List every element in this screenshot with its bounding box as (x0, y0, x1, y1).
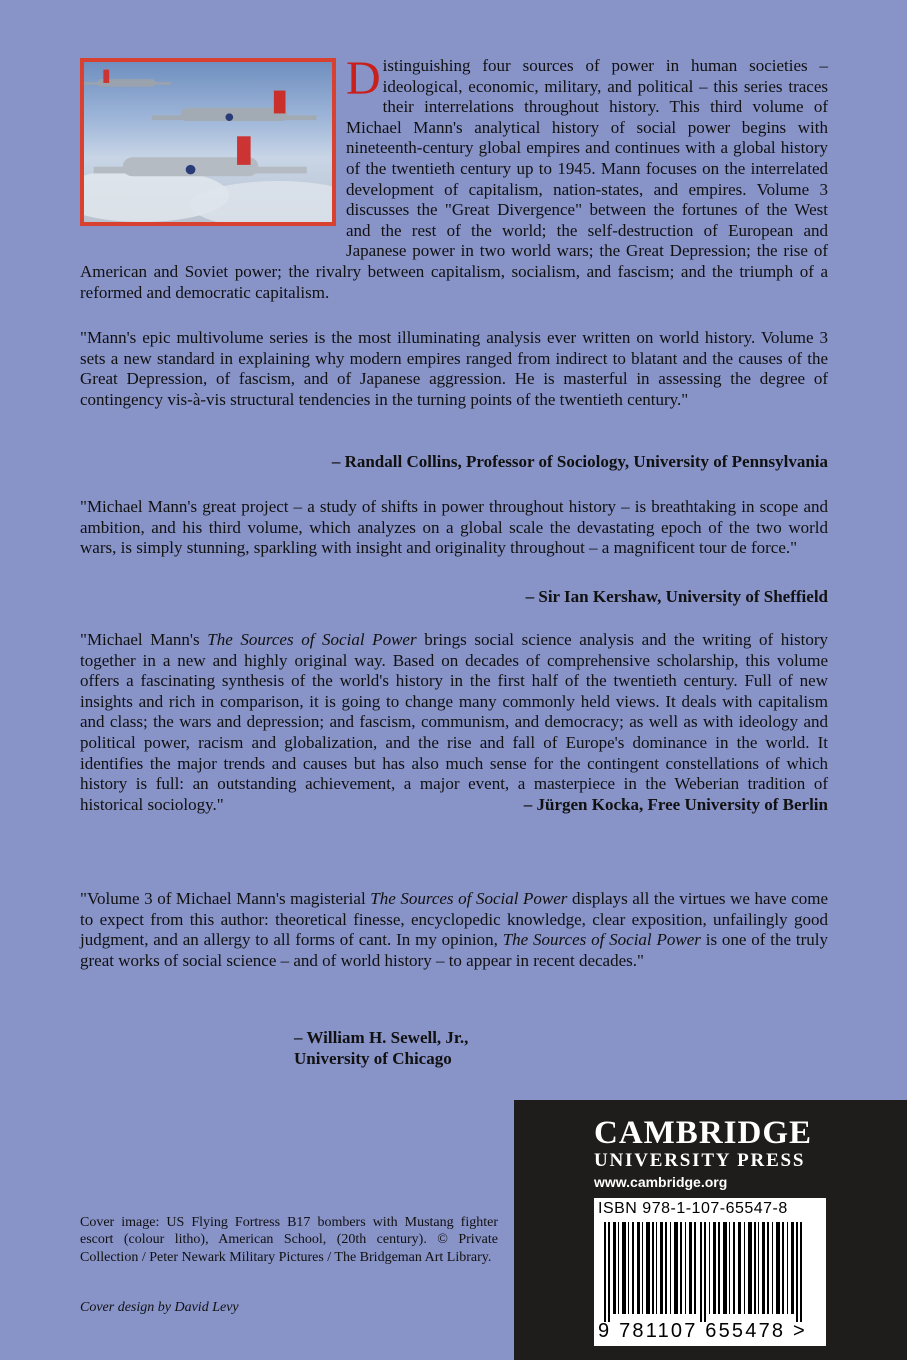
publisher-box (514, 1100, 907, 1360)
quote-text: brings social science analysis and the writing of history together in a new and highly original way. Based on decades of comprehensive scholarship, this volume offers a fascinating synthesis of the world's history in the first half of the twentieth century. Full of new insights and rich in comparison, it is going to change many commonly held views. It deals with capitalism and class; the wars and depression; and fascism, communism, and democracy; as well as with ideology and political power, racism and globalization, and the rise and fall of Europe's dominance in the world. It identifies the major trends and causes but has also much sense for the contingent constellations of which history is full: an outstanding achievement, a major event, a masterpiece in the Weberian tradition of historical sociology." (80, 630, 829, 814)
quote-text: "Volume 3 of Michael Mann's magisterial (80, 889, 371, 908)
publisher-url: www.cambridge.org (594, 1174, 728, 1190)
dropcap: D (346, 52, 381, 105)
quote-kershaw (80, 497, 828, 559)
cover-design-credit: Cover design by David Levy (80, 1300, 239, 1315)
publisher-name: CAMBRIDGE (594, 1115, 813, 1151)
isbn-label: ISBN 978-1-107-65547-8 (598, 1200, 788, 1217)
quote-text: "Mann's epic multivolume series is the most illuminating analysis ever written on world history. Volume 3 sets a new standard in explaining why modern empires ranged from indirect to blatant and the causes of the Great Depression, of fascism, and of Japanese aggression. He is masterful in assessing the degree of contingency vis-à-vis structural tendencies in the turning points of the twentieth century." (80, 328, 828, 409)
intro-text: istinguishing four sources of power in human societies – ideological, economic, military, and political – this series traces their interrelations throughout history. This third volume of Michael Mann's analytical history of social power begins with nineteenth-century global empires and continues with a global history of the twentieth century up to 1945. Mann focuses on the interrelated development of capitalism, nation-states, and empires. Volume 3 discusses the "Great Divergence" between the fortunes of the West and the rest of the world; the self-destruction of European and Japanese power in two world wars; the Great Depression; the rise of American and Soviet power; the rivalry between capitalism, socialism, and fascism; and the triumph of a reformed and democratic capitalism. (80, 56, 828, 302)
quote-text: is one of the truly great works of social science – and of world history – to appear in recent decades." (80, 930, 828, 970)
quote-collins (80, 328, 828, 410)
attribution-collins: – Randall Collins, Professor of Sociology, University of Pennsylvania (331, 452, 828, 471)
barcode-panel (594, 1198, 826, 1346)
attribution-line: University of Chicago (294, 1048, 452, 1068)
quote-sewell (80, 889, 828, 971)
quote-kocka (80, 630, 828, 815)
quote-text: "Michael Mann's (80, 630, 208, 649)
book-title: The Sources of Social Power (370, 889, 568, 908)
cover-image-credit: Cover image: US Flying Fortress B17 bombers with Mustang fighter escort (colour litho), American School, (20th century). © Private Collection / Peter Newark Military Pictures / The Bridgeman Art Library. (80, 1215, 498, 1265)
attribution-line: – William H. Sewell, Jr., (294, 1028, 469, 1047)
quote-text: "Michael Mann's great project – a study of shifts in power throughout history – is breathtaking in scope and ambition, and his third volume, which analyzes on a global scale the devastating epoch of the two world wars, is simply stunning, sparkling with insight and originality throughout – a magnificent tour de force." (80, 497, 828, 558)
barcode-digits: 9 781107 655478 > (598, 1320, 807, 1342)
attribution-kocka: – Jürgen Kocka, Free University of Berlin (523, 794, 828, 814)
book-title: The Sources of Social Power (207, 630, 417, 649)
intro-paragraph (80, 52, 828, 303)
quote-text: displays all the virtues we have come to expect from this author: theoretical finesse, encyclopedic knowledge, clear exposition, unfailingly good judgment, and an allergy to all forms of cant. In my opinion, (80, 889, 828, 950)
publisher-press: UNIVERSITY PRESS (594, 1150, 806, 1171)
book-title: The Sources of Social Power (502, 930, 701, 950)
attribution-sewell (294, 1028, 468, 1069)
barcode-icon (604, 1222, 816, 1322)
attribution-kershaw: – Sir Ian Kershaw, University of Sheffield (525, 587, 828, 606)
